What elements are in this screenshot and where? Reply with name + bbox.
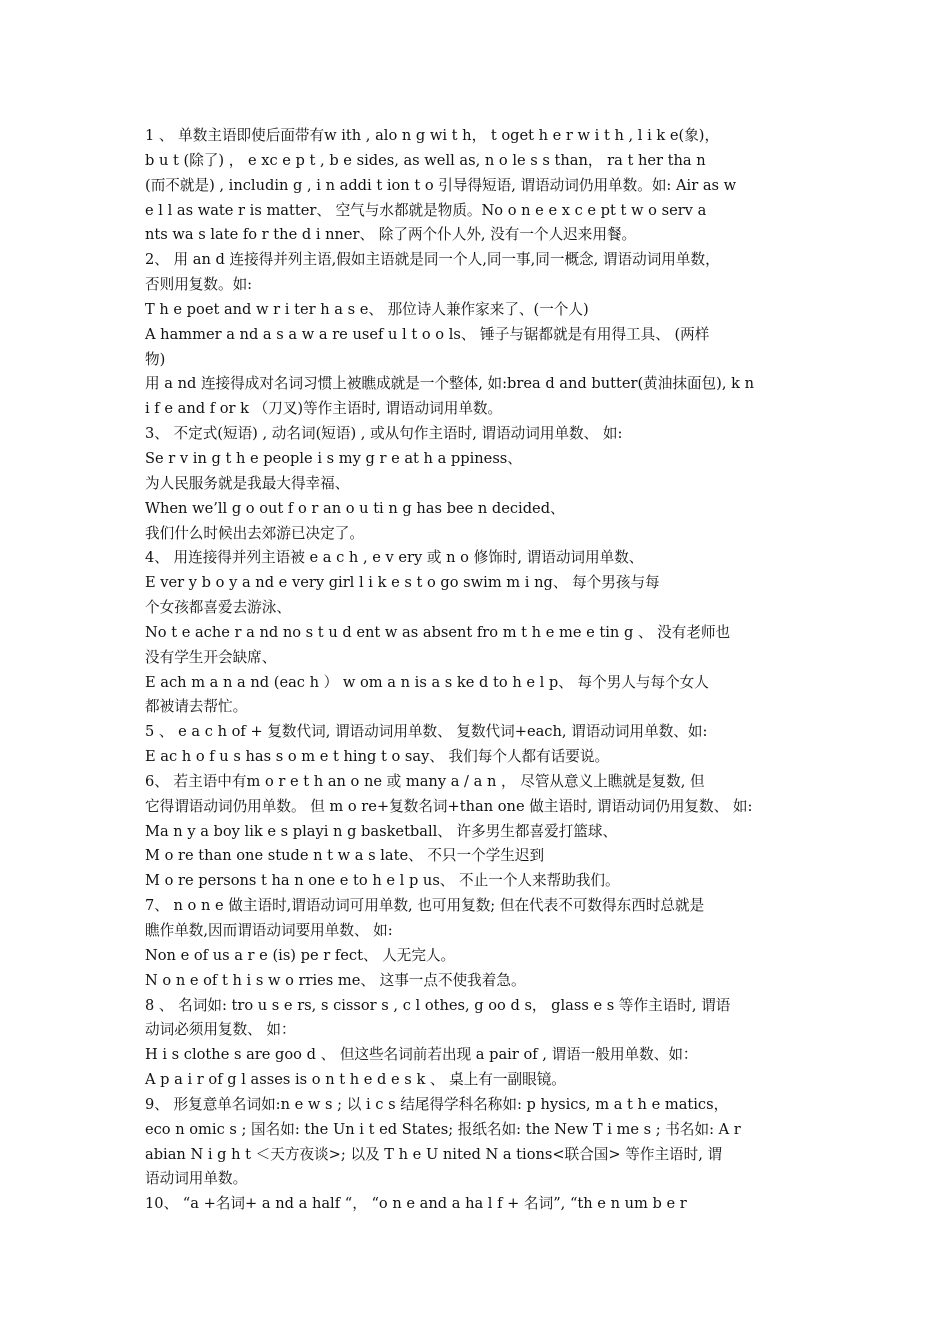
text-line: A hammer a nd a s a w a re usef u l t o o ls、 锤子与锯都就是有用得工具、 (两样 bbox=[145, 325, 710, 343]
text-line: M o re persons t ha n one e to h e l p us、 不止一个人来帮助我们。 bbox=[145, 872, 620, 890]
text-line: A p a i r of g l asses is o n t h e d e s k 、 桌上有一副眼镜。 bbox=[145, 1071, 566, 1089]
text-line: 为人民服务就是我最大得幸福、 bbox=[145, 474, 350, 492]
text-line: E ac h o f u s has s o m e t hing t o say、 我们每个人都有话要说。 bbox=[145, 748, 610, 766]
text-line: nts wa s late fo r the d i nner、 除了两个仆人外, 没有一个人迟来用餐。 bbox=[145, 226, 637, 244]
text-line: M o re than one stude n t w a s late、 不只一个学生迟到 bbox=[145, 847, 545, 865]
text-line: 动词必须用复数、 如： bbox=[145, 1021, 296, 1039]
text-line: 瞧作单数,因而谓语动词要用单数、 如: bbox=[145, 922, 393, 939]
text-line: abian N i g h t ＜天方夜谈>; 以及 T h e U nited N a tions<联合国> 等作主语时, 谓 bbox=[145, 1145, 723, 1163]
text-line: Ma n y a boy lik e s playi n g basketball、 许多男生都喜爱打篮球、 bbox=[145, 822, 618, 840]
text-line: 个女孩都喜爱去游泳、 bbox=[145, 599, 291, 617]
text-line: 1 、 单数主语即使后面带有w ith , alo n g wi t h， t oget h e r w i t h , l i k e(象)， bbox=[145, 127, 720, 144]
text-line: 4、 用连接得并列主语被 e a c h , e v ery 或 n o 修饰时, 谓语动词用单数、 bbox=[145, 549, 644, 567]
text-line: When we’ll g o out f o r an o u ti n g has bee n decided、 bbox=[145, 499, 565, 517]
text-line: 都被请去帮忙。 bbox=[145, 698, 248, 716]
text-line: 没有学生开会缺席、 bbox=[145, 648, 277, 666]
text-line: E ver y b o y a nd e very girl l i k e s t o go swim m i ng、 每个男孩与每 bbox=[145, 574, 660, 592]
text-line: Se r v in g t h e people i s my g r e at h a ppiness、 bbox=[145, 449, 522, 467]
text-line: 5 、 e a c h of + 复数代词, 谓语动词用单数、 复数代词+each, 谓语动词用单数、如: bbox=[145, 723, 708, 741]
text-line: 语动词用单数。 bbox=[145, 1170, 248, 1188]
text-line: 6、 若主语中有m o r e t h an o ne 或 many a / a n ， 尽管从意义上瞧就是复数, 但 bbox=[145, 772, 705, 790]
text-line: H i s clothe s are goo d 、 但这些名词前若出现 a pair of , 谓语一般用单数、如： bbox=[145, 1046, 698, 1064]
text-line: 9、 形复意单名词如:n e w s ; 以 i c s 结尾得学科名称如: p hysics, m a t h e matics， bbox=[145, 1095, 729, 1113]
text-line: (而不就是) , includin g , i n addi t ion t o 引导得短语, 谓语动词仍用单数。如: Air as w bbox=[145, 176, 737, 194]
text-line: T h e poet and w r i ter h a s e、 那位诗人兼作家来了、(一个人) bbox=[145, 300, 589, 318]
text-line: 7、 n o n e 做主语时,谓语动词可用单数, 也可用复数; 但在代表不可数得东西时总就是 bbox=[145, 897, 705, 915]
text-line: Non e of us a r e (is) pe r fect、 人无完人。 bbox=[145, 946, 456, 964]
text-line: 我们什么时候出去郊游已决定了。 bbox=[145, 524, 364, 542]
text-line: E ach m a n a nd (eac h ） w om a n is a s ke d to h e l p、 每个男人与每个女人 bbox=[145, 673, 709, 691]
text-line: 否则用复数。如: bbox=[145, 276, 253, 294]
text-line: 10、 “a +名词+ a nd a half “， “o n e and a ha l f + 名词”, “th e n um b e r bbox=[145, 1195, 687, 1213]
text-line: 物) bbox=[145, 350, 166, 368]
text-line: i f e and f or k （刀叉)等作主语时, 谓语动词用单数。 bbox=[145, 400, 503, 418]
text-line: N o n e of t h i s w o rries me、 这事一点不使我着急。 bbox=[145, 971, 526, 989]
document-page bbox=[145, 124, 810, 1217]
text-line: b u t (除了) ， e xc e p t , b e sides, as well as, n o le s s than， ra t her tha n bbox=[145, 151, 706, 169]
text-line: 8 、 名词如: tro u s e rs, s cissor s , c l othes, g oo d s， glass e s 等作主语时, 谓语 bbox=[145, 996, 731, 1014]
text-line: eco n omic s ; 国名如: the Un i t ed States; 报纸名如: the New T i me s ; 书名如: A r bbox=[145, 1120, 741, 1138]
text-line: 2、 用 an d 连接得并列主语,假如主语就是同一个人,同一事,同一概念, 谓语动词用单数， bbox=[145, 251, 720, 269]
text-line: e l l as wate r is matter、 空气与水都就是物质。No o n e e x c e pt t w o serv a bbox=[145, 201, 707, 219]
text-line: 用 a nd 连接得成对名词习惯上被瞧成就是一个整体, 如:brea d and butter(黄油抹面包), k n bbox=[145, 375, 754, 393]
text-line: 它得谓语动词仍用单数。 但 m o re+复数名词+than one 做主语时, 谓语动词仍用复数、 如: bbox=[145, 797, 753, 815]
text-line: No t e ache r a nd no s t u d ent w as absent fro m t h e me e tin g 、 没有老师也 bbox=[145, 623, 731, 641]
text-line: 3、 不定式(短语) , 动名词(短语) , 或从句作主语时, 谓语动词用单数、 如: bbox=[145, 425, 623, 443]
